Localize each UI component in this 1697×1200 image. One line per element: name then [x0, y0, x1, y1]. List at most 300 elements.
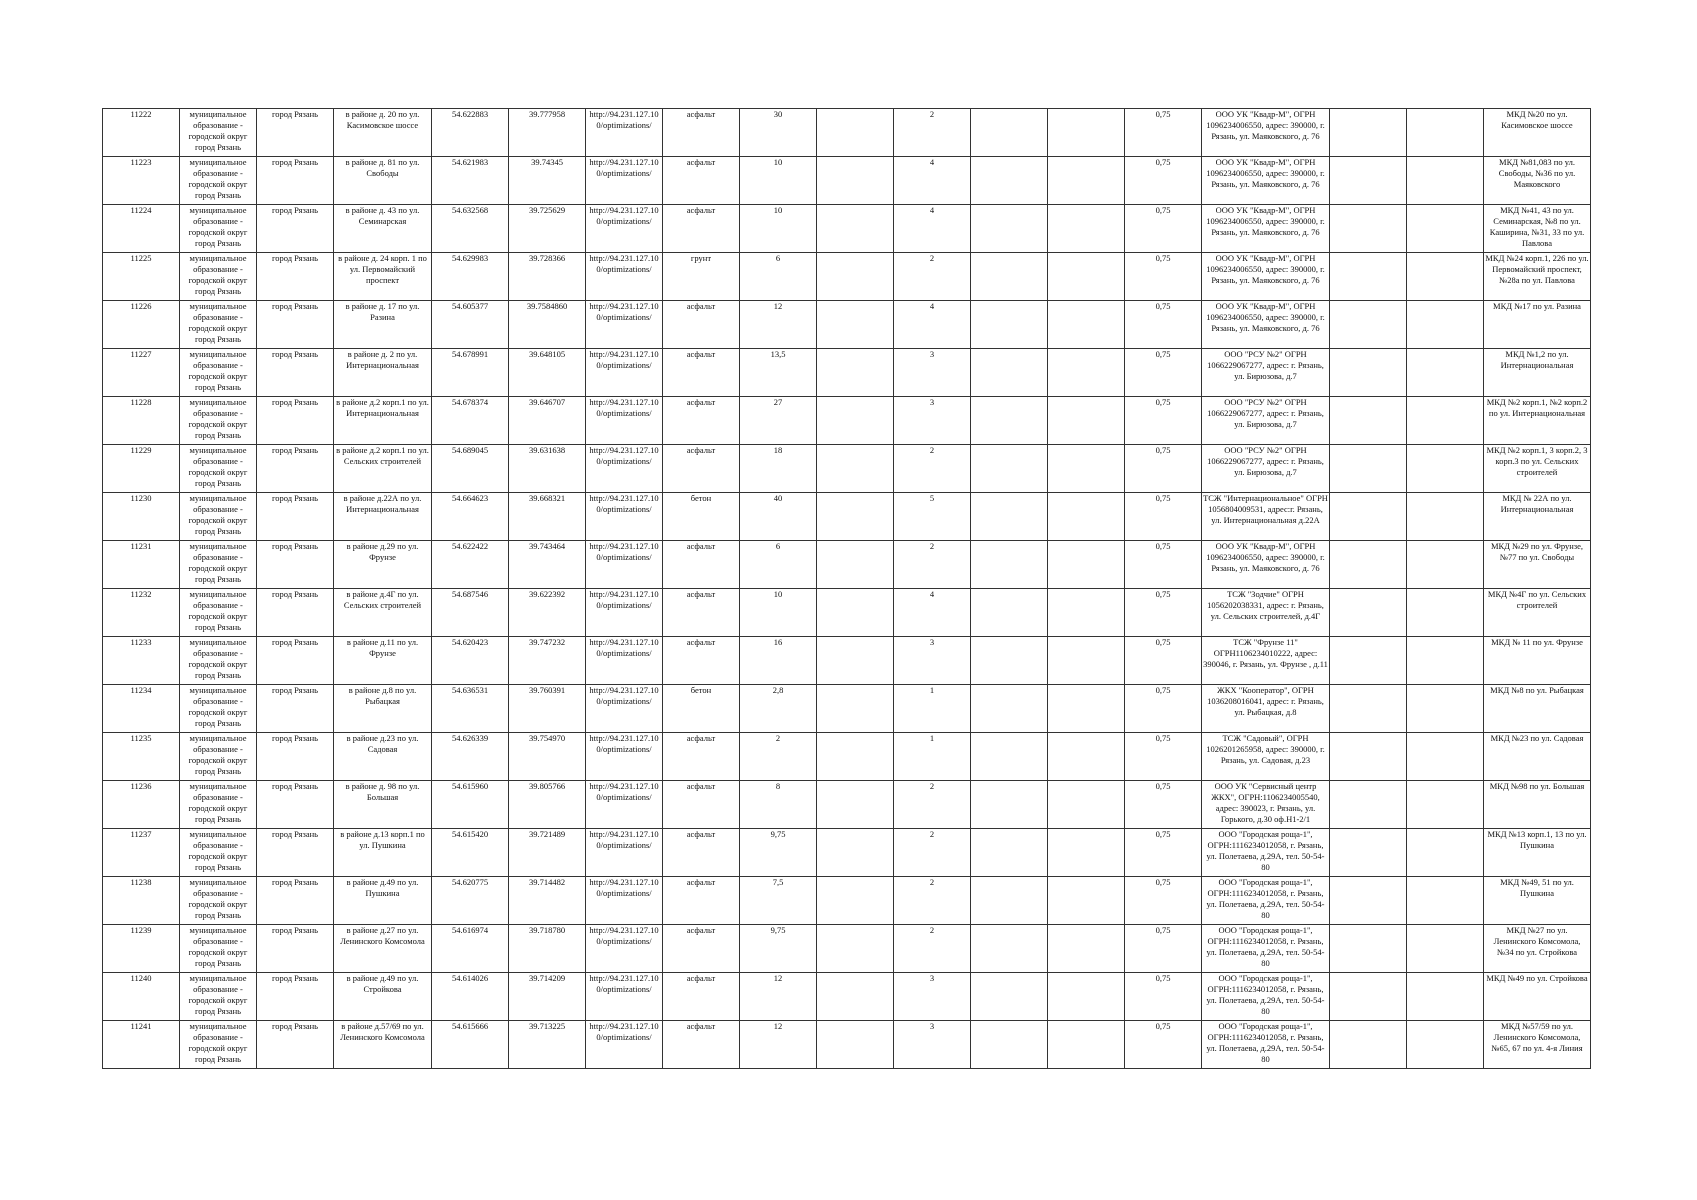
cell-loc: в районе д.22А по ул. Интернациональная	[334, 493, 432, 541]
cell-owner: ООО "РСУ №2" ОГРН 1066229067277, адрес: г. Рязань, ул. Бирюзова, д.7	[1202, 349, 1330, 397]
cell-col17	[1407, 541, 1484, 589]
table-row	[103, 541, 1591, 589]
cell-num: 11235	[103, 733, 180, 781]
cell-col10	[817, 877, 894, 925]
cell-city: город Рязань	[257, 445, 334, 493]
cell-mo: муниципальное образование - городской округ город Рязань	[180, 397, 257, 445]
cell-vol: 0,75	[1125, 445, 1202, 493]
cell-area: 18	[740, 445, 817, 493]
cell-col17	[1407, 589, 1484, 637]
table-row	[103, 589, 1591, 637]
cell-col12	[971, 685, 1048, 733]
cell-lat: 54.678991	[432, 349, 509, 397]
cell-num: 11225	[103, 253, 180, 301]
cell-mo: муниципальное образование - городской округ город Рязань	[180, 541, 257, 589]
cell-lon: 39.646707	[509, 397, 586, 445]
cell-count: 3	[894, 1021, 971, 1069]
cell-col12	[971, 493, 1048, 541]
cell-surface: асфальт	[663, 925, 740, 973]
cell-url: http://94.231.127.10 0/optimizations/	[586, 109, 663, 157]
cell-col10	[817, 493, 894, 541]
cell-mo: муниципальное образование - городской округ город Рязань	[180, 925, 257, 973]
cell-lat: 54.664623	[432, 493, 509, 541]
cell-owner: ООО "Городская роща-1", ОГРН:1116234012058, г. Рязань, ул. Полетаева, д.29А, тел. 50-54-80	[1202, 829, 1330, 877]
cell-lat: 54.615960	[432, 781, 509, 829]
cell-area: 9,75	[740, 925, 817, 973]
cell-area: 27	[740, 397, 817, 445]
cell-col17	[1407, 301, 1484, 349]
cell-url: http://94.231.127.10 0/optimizations/	[586, 685, 663, 733]
cell-url: http://94.231.127.10 0/optimizations/	[586, 397, 663, 445]
cell-col12	[971, 157, 1048, 205]
cell-count: 2	[894, 253, 971, 301]
cell-owner: ТСЖ "Интернациональное" ОГРН 1056804009531, адрес:г. Рязань, ул. Интернациональная д.22А	[1202, 493, 1330, 541]
cell-url: http://94.231.127.10 0/optimizations/	[586, 973, 663, 1021]
cell-area: 10	[740, 157, 817, 205]
cell-lon: 39.7584860	[509, 301, 586, 349]
cell-surface: асфальт	[663, 109, 740, 157]
cell-col13	[1048, 589, 1125, 637]
cell-objects: МКД №57/59 по ул. Ленинского Комсомола, №65, 67 по ул. 4-я Линия	[1484, 1021, 1591, 1069]
cell-loc: в районе д. 20 по ул. Касимовское шоссе	[334, 109, 432, 157]
cell-city: город Рязань	[257, 301, 334, 349]
cell-col16	[1330, 925, 1407, 973]
cell-lat: 54.622883	[432, 109, 509, 157]
cell-loc: в районе д. 98 по ул. Большая	[334, 781, 432, 829]
cell-city: город Рязань	[257, 781, 334, 829]
cell-num: 11231	[103, 541, 180, 589]
table-row	[103, 637, 1591, 685]
cell-city: город Рязань	[257, 157, 334, 205]
cell-lon: 39.631638	[509, 445, 586, 493]
cell-url: http://94.231.127.10 0/optimizations/	[586, 349, 663, 397]
cell-owner: ЖКХ "Кооператор", ОГРН 1036208016041, адрес: г. Рязань, ул. Рыбацкая, д.8	[1202, 685, 1330, 733]
cell-objects: МКД №24 корп.1, 226 по ул. Первомайский проспект, №28а по ул. Павлова	[1484, 253, 1591, 301]
cell-vol: 0,75	[1125, 829, 1202, 877]
cell-city: город Рязань	[257, 733, 334, 781]
cell-lat: 54.614026	[432, 973, 509, 1021]
cell-col17	[1407, 733, 1484, 781]
cell-col17	[1407, 205, 1484, 253]
cell-num: 11240	[103, 973, 180, 1021]
cell-mo: муниципальное образование - городской округ город Рязань	[180, 829, 257, 877]
cell-area: 2,8	[740, 685, 817, 733]
cell-col12	[971, 637, 1048, 685]
cell-owner: ООО "Городская роща-1", ОГРН:1116234012058, г. Рязань, ул. Полетаева, д.29А, тел. 50-54-80	[1202, 973, 1330, 1021]
table-body	[103, 109, 1591, 1069]
cell-col13	[1048, 877, 1125, 925]
cell-col13	[1048, 301, 1125, 349]
cell-city: город Рязань	[257, 829, 334, 877]
cell-mo: муниципальное образование - городской округ город Рязань	[180, 973, 257, 1021]
cell-count: 2	[894, 109, 971, 157]
table-row	[103, 253, 1591, 301]
cell-owner: ТСЖ "Зодчие" ОГРН 1056202038331, адрес: г. Рязань, ул. Сельских строителей, д.4Г	[1202, 589, 1330, 637]
cell-area: 12	[740, 301, 817, 349]
cell-lon: 39.760391	[509, 685, 586, 733]
table-row	[103, 973, 1591, 1021]
cell-col16	[1330, 349, 1407, 397]
cell-num: 11230	[103, 493, 180, 541]
cell-loc: в районе д.2 корп.1 по ул. Сельских строителей	[334, 445, 432, 493]
cell-col16	[1330, 445, 1407, 493]
cell-col16	[1330, 781, 1407, 829]
cell-owner: ТСЖ "Фрунзе 11" ОГРН1106234010222, адрес: 390046, г. Рязань, ул. Фрунзе , д.11	[1202, 637, 1330, 685]
cell-col12	[971, 349, 1048, 397]
cell-city: город Рязань	[257, 925, 334, 973]
cell-area: 10	[740, 589, 817, 637]
cell-vol: 0,75	[1125, 1021, 1202, 1069]
cell-count: 2	[894, 829, 971, 877]
cell-loc: в районе д.8 по ул. Рыбацкая	[334, 685, 432, 733]
cell-col10	[817, 637, 894, 685]
cell-num: 11222	[103, 109, 180, 157]
cell-city: город Рязань	[257, 493, 334, 541]
cell-col12	[971, 973, 1048, 1021]
cell-count: 2	[894, 541, 971, 589]
cell-mo: муниципальное образование - городской округ город Рязань	[180, 109, 257, 157]
cell-num: 11241	[103, 1021, 180, 1069]
cell-col16	[1330, 829, 1407, 877]
cell-objects: МКД №17 по ул. Разина	[1484, 301, 1591, 349]
cell-objects: МКД №1,2 по ул. Интернациональная	[1484, 349, 1591, 397]
cell-owner: ООО УК "Квадр-М", ОГРН 1096234006550, адрес: 390000, г. Рязань, ул. Маяковского, д. 76	[1202, 205, 1330, 253]
cell-vol: 0,75	[1125, 589, 1202, 637]
cell-objects: МКД №81,083 по ул. Свободы, №36 по ул. Маяковского	[1484, 157, 1591, 205]
cell-count: 2	[894, 781, 971, 829]
cell-url: http://94.231.127.10 0/optimizations/	[586, 637, 663, 685]
cell-loc: в районе д.23 по ул. Садовая	[334, 733, 432, 781]
cell-loc: в районе д. 17 по ул. Разина	[334, 301, 432, 349]
cell-col16	[1330, 493, 1407, 541]
cell-col13	[1048, 685, 1125, 733]
cell-count: 3	[894, 397, 971, 445]
cell-col16	[1330, 109, 1407, 157]
cell-lat: 54.678374	[432, 397, 509, 445]
cell-surface: асфальт	[663, 973, 740, 1021]
cell-col16	[1330, 973, 1407, 1021]
cell-url: http://94.231.127.10 0/optimizations/	[586, 829, 663, 877]
cell-objects: МКД №41, 43 по ул. Семинарская, №8 по ул. Каширина, №31, 33 по ул. Павлова	[1484, 205, 1591, 253]
table-row	[103, 781, 1591, 829]
cell-count: 2	[894, 925, 971, 973]
cell-owner: ООО "РСУ №2" ОГРН 1066229067277, адрес: г. Рязань, ул. Бирюзова, д.7	[1202, 445, 1330, 493]
cell-col17	[1407, 829, 1484, 877]
cell-num: 11229	[103, 445, 180, 493]
cell-col16	[1330, 733, 1407, 781]
cell-count: 5	[894, 493, 971, 541]
cell-vol: 0,75	[1125, 253, 1202, 301]
cell-mo: муниципальное образование - городской округ город Рязань	[180, 493, 257, 541]
cell-lon: 39.648105	[509, 349, 586, 397]
cell-col10	[817, 589, 894, 637]
cell-col16	[1330, 205, 1407, 253]
cell-lat: 54.687546	[432, 589, 509, 637]
cell-lat: 54.621983	[432, 157, 509, 205]
cell-col10	[817, 397, 894, 445]
table-row	[103, 1021, 1591, 1069]
cell-url: http://94.231.127.10 0/optimizations/	[586, 589, 663, 637]
cell-col17	[1407, 781, 1484, 829]
cell-lon: 39.747232	[509, 637, 586, 685]
cell-owner: ТСЖ "Садовый", ОГРН 1026201265958, адрес: 390000, г. Рязань, ул. Садовая, д.23	[1202, 733, 1330, 781]
cell-mo: муниципальное образование - городской округ город Рязань	[180, 349, 257, 397]
cell-col17	[1407, 1021, 1484, 1069]
cell-lon: 39.718780	[509, 925, 586, 973]
cell-owner: ООО УК "Квадр-М", ОГРН 1096234006550, адрес: 390000, г. Рязань, ул. Маяковского, д. 76	[1202, 253, 1330, 301]
cell-url: http://94.231.127.10 0/optimizations/	[586, 1021, 663, 1069]
cell-col13	[1048, 541, 1125, 589]
cell-col16	[1330, 877, 1407, 925]
cell-col10	[817, 157, 894, 205]
cell-lat: 54.620423	[432, 637, 509, 685]
cell-vol: 0,75	[1125, 493, 1202, 541]
cell-col10	[817, 445, 894, 493]
cell-area: 16	[740, 637, 817, 685]
cell-objects: МКД № 11 по ул. Фрунзе	[1484, 637, 1591, 685]
cell-col10	[817, 781, 894, 829]
cell-area: 10	[740, 205, 817, 253]
cell-count: 2	[894, 877, 971, 925]
cell-url: http://94.231.127.10 0/optimizations/	[586, 205, 663, 253]
cell-city: город Рязань	[257, 541, 334, 589]
cell-url: http://94.231.127.10 0/optimizations/	[586, 157, 663, 205]
cell-col17	[1407, 493, 1484, 541]
cell-col13	[1048, 445, 1125, 493]
cell-lat: 54.616974	[432, 925, 509, 973]
cell-owner: ООО УК "Квадр-М", ОГРН 1096234006550, адрес: 390000, г. Рязань, ул. Маяковского, д. 76	[1202, 109, 1330, 157]
cell-mo: муниципальное образование - городской округ город Рязань	[180, 253, 257, 301]
cell-area: 8	[740, 781, 817, 829]
cell-vol: 0,75	[1125, 109, 1202, 157]
cell-col17	[1407, 109, 1484, 157]
cell-num: 11232	[103, 589, 180, 637]
cell-col12	[971, 445, 1048, 493]
cell-surface: асфальт	[663, 157, 740, 205]
cell-col17	[1407, 397, 1484, 445]
cell-objects: МКД №8 по ул. Рыбацкая	[1484, 685, 1591, 733]
cell-owner: ООО "Городская роща-1", ОГРН:1116234012058, г. Рязань, ул. Полетаева, д.29А, тел. 50-54-80	[1202, 877, 1330, 925]
cell-lon: 39.714482	[509, 877, 586, 925]
cell-owner: ООО УК "Квадр-М", ОГРН 1096234006550, адрес: 390000, г. Рязань, ул. Маяковского, д. 76	[1202, 157, 1330, 205]
cell-col13	[1048, 397, 1125, 445]
cell-owner: ООО УК "Сервисный центр ЖКХ", ОГРН:1106234005540, адрес: 390023, г. Рязань, ул. Горького, д.30 оф.Н1-2/1	[1202, 781, 1330, 829]
table-row	[103, 205, 1591, 253]
table-row	[103, 397, 1591, 445]
cell-owner: ООО "РСУ №2" ОГРН 1066229067277, адрес: г. Рязань, ул. Бирюзова, д.7	[1202, 397, 1330, 445]
cell-city: город Рязань	[257, 973, 334, 1021]
table-row	[103, 925, 1591, 973]
cell-url: http://94.231.127.10 0/optimizations/	[586, 925, 663, 973]
cell-col16	[1330, 589, 1407, 637]
cell-loc: в районе д. 24 корп. 1 по ул. Первомайский проспект	[334, 253, 432, 301]
cell-col10	[817, 925, 894, 973]
cell-surface: асфальт	[663, 301, 740, 349]
cell-mo: муниципальное образование - городской округ город Рязань	[180, 157, 257, 205]
cell-vol: 0,75	[1125, 733, 1202, 781]
table-row	[103, 829, 1591, 877]
table-row	[103, 157, 1591, 205]
cell-col10	[817, 205, 894, 253]
cell-lat: 54.605377	[432, 301, 509, 349]
cell-lat: 54.622422	[432, 541, 509, 589]
cell-col16	[1330, 541, 1407, 589]
cell-city: город Рязань	[257, 109, 334, 157]
cell-surface: грунт	[663, 253, 740, 301]
cell-surface: асфальт	[663, 877, 740, 925]
cell-col17	[1407, 445, 1484, 493]
cell-lon: 39.622392	[509, 589, 586, 637]
cell-city: город Рязань	[257, 1021, 334, 1069]
cell-url: http://94.231.127.10 0/optimizations/	[586, 733, 663, 781]
cell-count: 3	[894, 637, 971, 685]
cell-owner: ООО "Городская роща-1", ОГРН:1116234012058, г. Рязань, ул. Полетаева, д.29А, тел. 50-54-80	[1202, 925, 1330, 973]
cell-count: 4	[894, 157, 971, 205]
cell-col12	[971, 109, 1048, 157]
cell-loc: в районе д.27 по ул. Ленинского Комсомола	[334, 925, 432, 973]
cell-loc: в районе д.11 по ул. Фрунзе	[334, 637, 432, 685]
cell-num: 11227	[103, 349, 180, 397]
cell-col13	[1048, 781, 1125, 829]
cell-col12	[971, 733, 1048, 781]
cell-surface: асфальт	[663, 589, 740, 637]
cell-col13	[1048, 925, 1125, 973]
cell-surface: асфальт	[663, 445, 740, 493]
cell-vol: 0,75	[1125, 973, 1202, 1021]
cell-area: 30	[740, 109, 817, 157]
cell-area: 9,75	[740, 829, 817, 877]
cell-objects: МКД №2 корп.1, 3 корп.2, 3 корп.3 по ул. Сельских строителей	[1484, 445, 1591, 493]
cell-vol: 0,75	[1125, 637, 1202, 685]
cell-url: http://94.231.127.10 0/optimizations/	[586, 445, 663, 493]
cell-col16	[1330, 397, 1407, 445]
cell-area: 7,5	[740, 877, 817, 925]
cell-objects: МКД №2 корп.1, №2 корп.2 по ул. Интернациональная	[1484, 397, 1591, 445]
cell-count: 3	[894, 973, 971, 1021]
table-row	[103, 349, 1591, 397]
cell-url: http://94.231.127.10 0/optimizations/	[586, 253, 663, 301]
cell-area: 12	[740, 973, 817, 1021]
cell-lon: 39.721489	[509, 829, 586, 877]
cell-col10	[817, 1021, 894, 1069]
cell-surface: асфальт	[663, 1021, 740, 1069]
cell-col16	[1330, 157, 1407, 205]
cell-col17	[1407, 253, 1484, 301]
cell-num: 11228	[103, 397, 180, 445]
cell-objects: МКД №49, 51 по ул. Пушкина	[1484, 877, 1591, 925]
cell-mo: муниципальное образование - городской округ город Рязань	[180, 637, 257, 685]
cell-col16	[1330, 253, 1407, 301]
cell-lat: 54.636531	[432, 685, 509, 733]
cell-num: 11237	[103, 829, 180, 877]
cell-count: 3	[894, 349, 971, 397]
cell-lon: 39.743464	[509, 541, 586, 589]
cell-lat: 54.629983	[432, 253, 509, 301]
cell-loc: в районе д. 81 по ул. Свободы	[334, 157, 432, 205]
cell-col10	[817, 253, 894, 301]
cell-area: 12	[740, 1021, 817, 1069]
cell-col13	[1048, 637, 1125, 685]
cell-col13	[1048, 1021, 1125, 1069]
cell-area: 6	[740, 253, 817, 301]
cell-col13	[1048, 973, 1125, 1021]
cell-url: http://94.231.127.10 0/optimizations/	[586, 301, 663, 349]
cell-col13	[1048, 205, 1125, 253]
cell-col17	[1407, 349, 1484, 397]
cell-col17	[1407, 157, 1484, 205]
cell-url: http://94.231.127.10 0/optimizations/	[586, 877, 663, 925]
cell-lon: 39.805766	[509, 781, 586, 829]
cell-col10	[817, 829, 894, 877]
cell-vol: 0,75	[1125, 877, 1202, 925]
cell-col17	[1407, 973, 1484, 1021]
cell-lat: 54.615666	[432, 1021, 509, 1069]
cell-num: 11233	[103, 637, 180, 685]
registry-table	[102, 108, 1591, 1069]
cell-lat: 54.615420	[432, 829, 509, 877]
cell-loc: в районе д.2 корп.1 по ул. Интернациональная	[334, 397, 432, 445]
cell-col12	[971, 397, 1048, 445]
cell-area: 2	[740, 733, 817, 781]
cell-surface: асфальт	[663, 349, 740, 397]
cell-col10	[817, 109, 894, 157]
cell-surface: асфальт	[663, 829, 740, 877]
cell-col10	[817, 349, 894, 397]
cell-mo: муниципальное образование - городской округ город Рязань	[180, 589, 257, 637]
cell-vol: 0,75	[1125, 925, 1202, 973]
cell-col13	[1048, 109, 1125, 157]
cell-col16	[1330, 637, 1407, 685]
table-row	[103, 445, 1591, 493]
cell-col10	[817, 301, 894, 349]
cell-owner: ООО УК "Квадр-М", ОГРН 1096234006550, адрес: 390000, г. Рязань, ул. Маяковского, д. 76	[1202, 541, 1330, 589]
cell-city: город Рязань	[257, 637, 334, 685]
cell-count: 4	[894, 301, 971, 349]
cell-col13	[1048, 349, 1125, 397]
cell-lon: 39.754970	[509, 733, 586, 781]
cell-col17	[1407, 637, 1484, 685]
cell-url: http://94.231.127.10 0/optimizations/	[586, 541, 663, 589]
cell-vol: 0,75	[1125, 205, 1202, 253]
cell-col12	[971, 781, 1048, 829]
cell-num: 11234	[103, 685, 180, 733]
cell-city: город Рязань	[257, 877, 334, 925]
cell-url: http://94.231.127.10 0/optimizations/	[586, 781, 663, 829]
cell-objects: МКД №98 по ул. Большая	[1484, 781, 1591, 829]
table-row	[103, 685, 1591, 733]
cell-vol: 0,75	[1125, 157, 1202, 205]
cell-num: 11239	[103, 925, 180, 973]
cell-col17	[1407, 877, 1484, 925]
cell-vol: 0,75	[1125, 397, 1202, 445]
cell-vol: 0,75	[1125, 301, 1202, 349]
cell-surface: бетон	[663, 493, 740, 541]
cell-loc: в районе д.4Г по ул. Сельских строителей	[334, 589, 432, 637]
cell-objects: МКД №13 корп.1, 13 по ул. Пушкина	[1484, 829, 1591, 877]
cell-col13	[1048, 253, 1125, 301]
cell-col16	[1330, 301, 1407, 349]
cell-vol: 0,75	[1125, 541, 1202, 589]
cell-loc: в районе д.49 по ул. Пушкина	[334, 877, 432, 925]
cell-count: 4	[894, 589, 971, 637]
cell-mo: муниципальное образование - городской округ город Рязань	[180, 205, 257, 253]
cell-loc: в районе д.13 корп.1 по ул. Пушкина	[334, 829, 432, 877]
cell-num: 11223	[103, 157, 180, 205]
cell-surface: асфальт	[663, 733, 740, 781]
cell-col12	[971, 541, 1048, 589]
cell-surface: бетон	[663, 685, 740, 733]
cell-loc: в районе д.49 по ул. Стройкова	[334, 973, 432, 1021]
